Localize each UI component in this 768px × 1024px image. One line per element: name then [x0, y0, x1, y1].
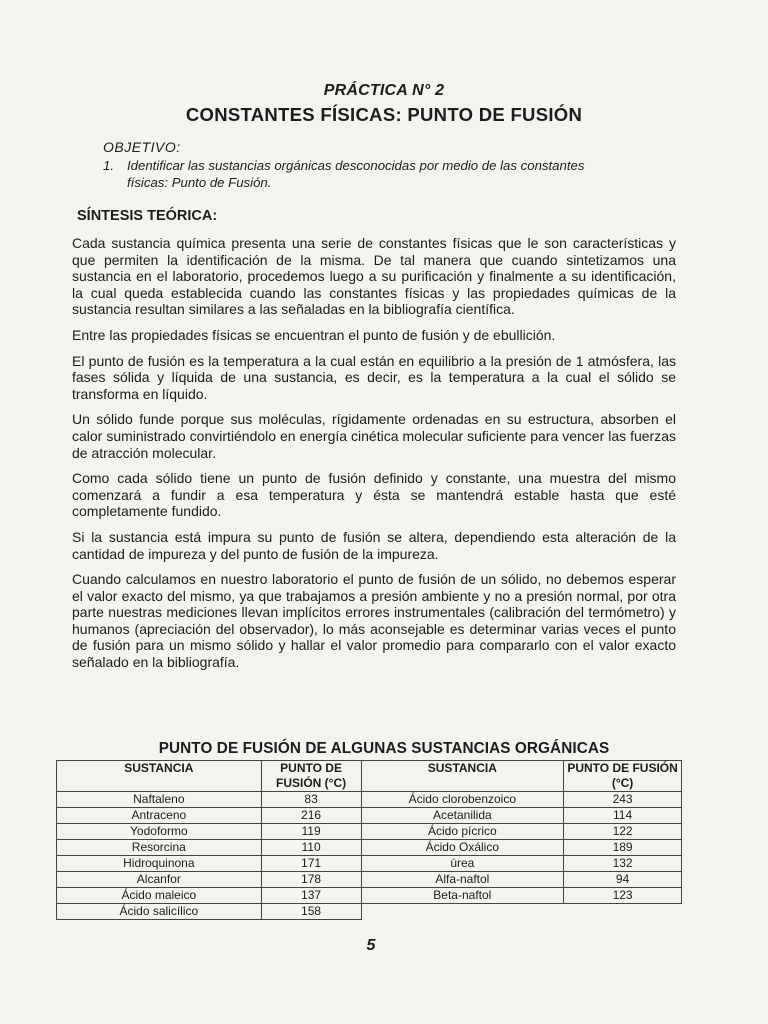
table-cell: 83 — [261, 792, 361, 808]
table-row — [57, 824, 682, 840]
table-cell: Naftaleno — [57, 792, 262, 808]
table-cell: 94 — [564, 872, 682, 888]
melting-point-table — [56, 760, 682, 920]
table-cell: Hidroquinona — [57, 856, 262, 872]
practica-label: PRÁCTICA N° 2 — [323, 82, 445, 99]
column-header: SUSTANCIA — [361, 761, 564, 792]
table-cell: 132 — [564, 856, 682, 872]
table-cell: Yodoformo — [57, 824, 262, 840]
sintesis-body — [72, 235, 676, 680]
table-title: PUNTO DE FUSIÓN DE ALGUNAS SUSTANCIAS ORGÁNICAS — [158, 740, 610, 757]
table-cell: 123 — [564, 888, 682, 904]
column-header: SUSTANCIA — [57, 761, 262, 792]
table-row — [57, 888, 682, 904]
paragraph: Como cada sólido tiene un punto de fusión definido y constante, una muestra del mismo comenzará a fundir a esa temperatura y ésta se mantendrá estable hasta que esté completamente fundido. — [72, 470, 676, 520]
table-cell: Antraceno — [57, 808, 262, 824]
table-cell: Resorcina — [57, 840, 262, 856]
table-row — [57, 904, 682, 920]
table-cell: 137 — [261, 888, 361, 904]
table-cell: 158 — [261, 904, 361, 920]
table-cell: úrea — [361, 856, 564, 872]
table-row — [57, 872, 682, 888]
table-row — [57, 792, 682, 808]
objetivo-item-text: Identificar las sustancias orgánicas desconocidas por medio de las constantes físicas: Punto de Fusión. — [127, 158, 585, 190]
table-cell: Alcanfor — [57, 872, 262, 888]
table-cell: 216 — [261, 808, 361, 824]
objetivo-heading: OBJETIVO: — [103, 139, 181, 155]
table-row — [57, 840, 682, 856]
paragraph: El punto de fusión es la temperatura a la cual están en equilibrio a la presión de 1 atmósfera, las fases sólida y líquida de una sustancia, es decir, es la temperatura a la cual el sólido se transforma en líquido. — [72, 352, 676, 402]
column-header: PUNTO DE FUSIÓN (°C) — [564, 761, 682, 792]
paragraph: Cada sustancia química presenta una serie de constantes físicas que le son características y que permiten la identificación de la misma. De tal manera que cuando sintetizamos una sustancia en el laboratorio, procedemos luego a su purificación y finalmente a su identificación, la cual queda establecida cuando las constantes físicas y las propiedades químicas de la sustancia resultan similares a las señaladas en la bibliografía científica. — [72, 235, 676, 318]
table-cell: Ácido maleico — [57, 888, 262, 904]
table-row — [57, 856, 682, 872]
paragraph: Entre las propiedades físicas se encuentran el punto de fusión y de ebullición. — [72, 326, 556, 343]
objetivo-item — [103, 157, 623, 191]
table-cell: Ácido salicílico — [57, 904, 262, 920]
paragraph: Un sólido funde porque sus moléculas, rígidamente ordenadas en su estructura, absorben el calor suministrado convirtiéndolo en energía cinética molecular suficiente para vencer las fuerzas de atracción molecular. — [72, 411, 676, 461]
table-cell: Ácido Oxálico — [361, 840, 564, 856]
paragraph: Si la sustancia está impura su punto de fusión se altera, dependiendo esta alteración de la cantidad de impureza y del punto de fusión de la impureza. — [72, 528, 676, 562]
table-cell-empty — [361, 904, 564, 920]
table-cell: 114 — [564, 808, 682, 824]
page-title: CONSTANTES FÍSICAS: PUNTO DE FUSIÓN — [185, 104, 583, 125]
table-cell-empty — [564, 904, 682, 920]
table-cell: 189 — [564, 840, 682, 856]
page-number: 5 — [366, 937, 376, 954]
objetivo-list — [103, 157, 623, 191]
table-cell: 178 — [261, 872, 361, 888]
table-cell: Alfa-naftol — [361, 872, 564, 888]
table-cell: 171 — [261, 856, 361, 872]
table-cell: Beta-naftol — [361, 888, 564, 904]
table-header-row — [57, 761, 682, 792]
sintesis-heading: SÍNTESIS TEÓRICA: — [77, 208, 218, 224]
table-cell: Acetanilida — [361, 808, 564, 824]
table-cell: Ácido pícrico — [361, 824, 564, 840]
table-row — [57, 808, 682, 824]
table-cell: 119 — [261, 824, 361, 840]
table-cell: 243 — [564, 792, 682, 808]
table-cell: 122 — [564, 824, 682, 840]
table-cell: Ácido clorobenzoico — [361, 792, 564, 808]
objetivo-item-number: 1. — [103, 158, 114, 173]
column-header: PUNTO DE FUSIÓN (°C) — [261, 761, 361, 792]
paragraph: Cuando calculamos en nuestro laboratorio el punto de fusión de un sólido, no debemos esperar el valor exacto del mismo, ya que trabajamos a presión ambiente y no a presión normal, por otra parte nuestras mediciones llevan implícitos errores instrumentales (calibración del termómetro) y humanos (apreciación del observador), lo más aconsejable es determinar varias veces el punto de fusión para un mismo sólido y hallar el valor promedio para compararlo con el valor exacto señalado en la bibliografía. — [72, 571, 676, 671]
table-cell: 110 — [261, 840, 361, 856]
